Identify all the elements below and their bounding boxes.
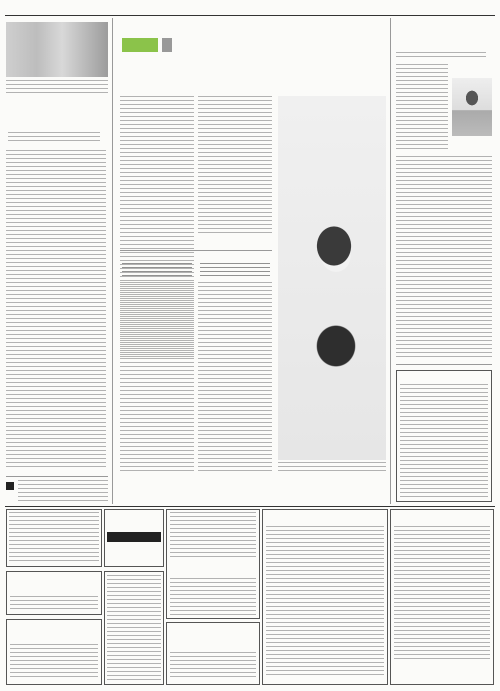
photo-caption-text [6,80,108,95]
ad-block-mid-text [107,575,161,681]
date-line [386,5,392,13]
quote-1 [122,263,192,277]
right-divider [396,364,492,365]
right-body-1 [396,64,448,152]
ad-block-1-text [9,512,99,564]
quote-2 [200,263,270,277]
performers-photo [278,96,386,460]
ad-sign-text-2 [170,578,256,616]
center-body-col2 [198,96,272,236]
critic-photo [162,38,172,52]
col-separator-1 [112,18,113,504]
notice-text [400,384,488,498]
left-subhead [8,132,100,144]
ad-travel-text [10,644,98,680]
center-body-col4 [198,282,272,472]
ads-top-rule [5,506,495,507]
notice-marker [6,482,14,490]
right-body-2 [396,156,492,360]
ad-book-text [170,652,256,680]
col-separator-2 [390,18,391,504]
mid-divider [120,250,272,251]
ad-seminar-text [266,526,384,678]
ad-mystery-text [10,596,98,612]
photo-caption-center [278,462,386,474]
left-notice-text [18,480,108,502]
ad-sign-text [170,512,256,558]
header-rule [5,15,495,16]
master-photo [452,78,492,136]
center-body-col3 [120,282,194,472]
left-divider [6,476,108,477]
center-badge [122,38,158,52]
ad-jobs-text [394,526,490,662]
band-photo [6,22,108,77]
ad-block-2-phone [107,532,161,542]
right-subhead [396,52,486,58]
left-body-text [6,150,106,470]
